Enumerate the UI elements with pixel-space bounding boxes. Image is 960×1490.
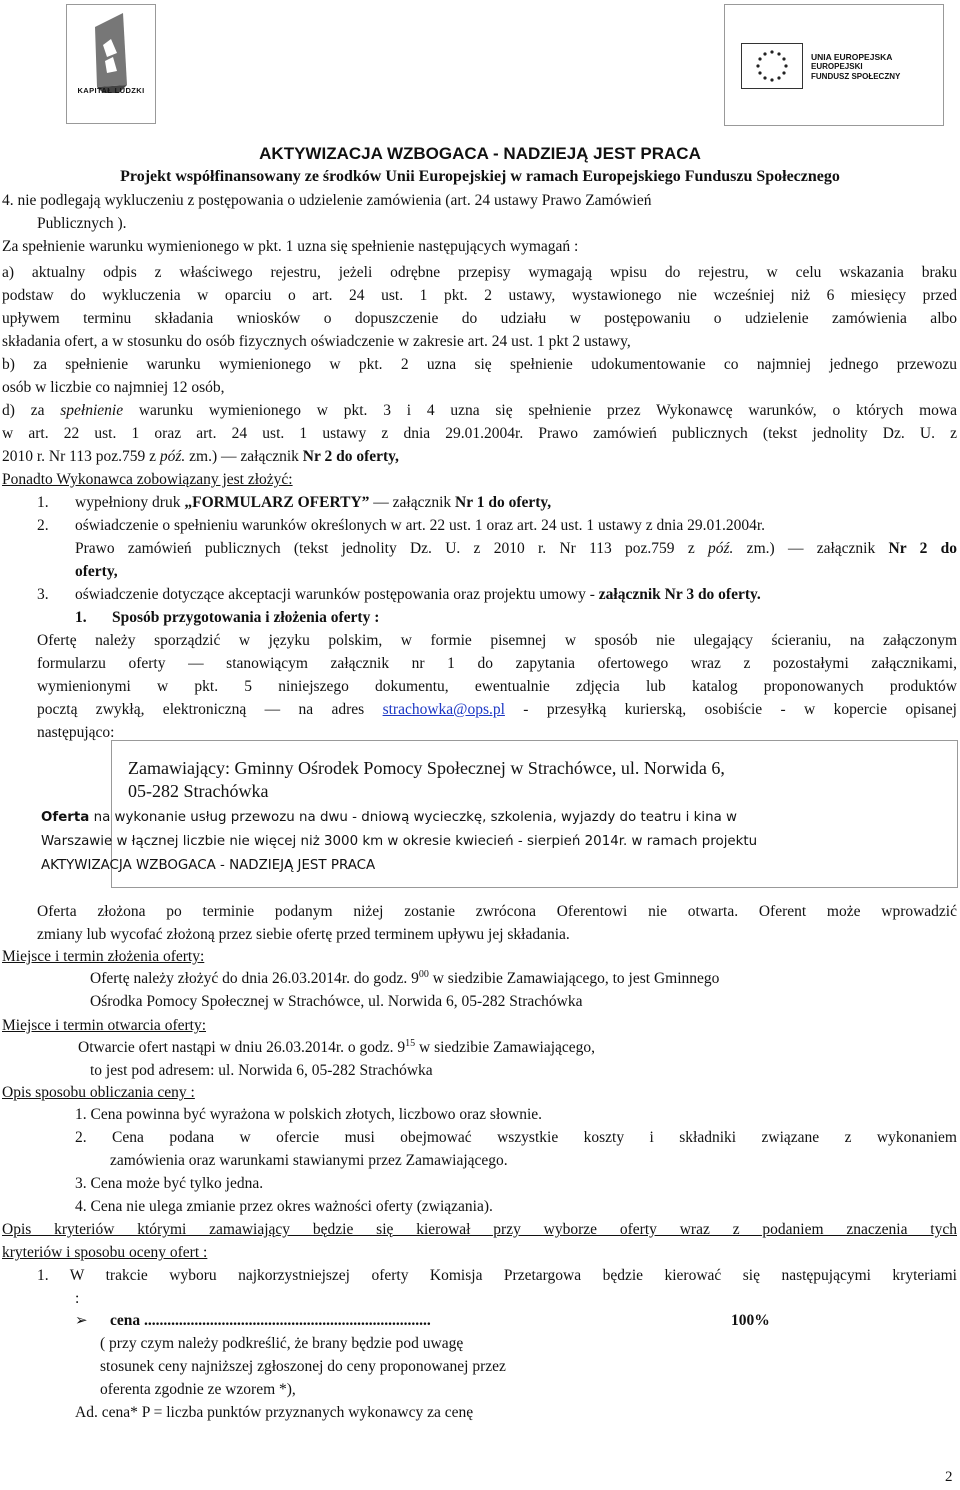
offer-line-2: formularzu oferty — stanowiącym załącznik nr 1 do zapytania ofertowego wraz z pozostałymi załącznikami, [37, 655, 957, 672]
d-line-2: w art. 22 ust. 1 oraz art. 24 ust. 1 ustawy z dnia 29.01.2004r. Prawo zamówień publicznych (tekst jednolity Dz. U. z [2, 425, 957, 442]
a-line-4: składania ofert, a w stosunku do osób fizycznych oświadczenie w zakresie art. 24 ust. 1 pkt 2 ustawy, [2, 333, 631, 350]
formula-line: Ad. cena* P = liczba punktów przyznanych wykonawcy za cenę [75, 1404, 474, 1421]
item-1-text: wypełniony druk „FORMULARZ OFERTY” — załącznik Nr 1 do oferty, [75, 494, 552, 511]
document-title: AKTYWIZACJA WZBOGACA - NADZIEJĄ JEST PRACA [259, 144, 701, 163]
cena-item-2-line-1: 2. Cena podana w ofercie musi obejmować wszystkie koszty i składniki związane z wykonaniem [75, 1129, 957, 1146]
eu-flag-icon [741, 43, 803, 89]
cena-item-2-line-2: zamówienia oraz warunkami stawianymi przez Zamawiającego. [110, 1152, 508, 1169]
miejsce-otwarcia-heading: Miejsce i termin otwarcia oferty: [2, 1017, 207, 1034]
miejsce-otwarcia-line-1: Otwarcie ofert nastąpi w dniu 26.03.2014r. o godz. $9^{15}$ w siedzibie Zamawiającego, [78, 1037, 596, 1056]
kapital-ludzki-emblem-icon [67, 5, 155, 123]
eu-text-block [811, 52, 900, 82]
item-2-line-1: oświadczenie o spełnieniu warunków określonych w art. 22 ust. 1 oraz art. 24 ust. 1 ustawy z dnia 29.01.2004r. [75, 517, 766, 534]
offer-line-4: pocztą zwykłą, elektroniczną — na adres strachowka@ops.pl - przesyłką kurierską, osobiście - w kopercie opisanej [37, 701, 957, 718]
a-line-3: upływem terminu składania wniosków o dopuszczenie do udziału w postępowaniu o udzielenie zamówienia albo [2, 310, 957, 327]
note-line-3: oferenta zgodnie ze wzorem *), [100, 1381, 296, 1398]
cena-criterion-label: cena .......................................................................... [110, 1312, 431, 1329]
eu-line-1: UNIA EUROPEJSKA [811, 52, 893, 62]
offer-line-5: następująco: [37, 724, 115, 741]
item-3-text: oświadczenie dotyczące akceptacji warunków postępowania oraz projektu umowy - załącznik Nr 3 do oferty. [75, 586, 761, 603]
miejsce-zlozenia-line-1: Ofertę należy złożyć do dnia 26.03.2014r. do godz. $9^{00}$ w siedzibie Zamawiającego, to jest Gminnego [90, 968, 720, 987]
miejsce-otwarcia-line-2: to jest pod adresem: ul. Norwida 6, 05-282 Strachówka [90, 1062, 433, 1079]
late-offer-line-2: zmiany lub wycofać złożoną przez siebie ofertę przed terminem upływu jej składania. [37, 926, 570, 943]
document-subtitle: Projekt współfinansowany ze środków Unii Europejskiej w ramach Europejskiego Funduszu Społecznego [120, 168, 840, 185]
item-3-number: 3. [37, 586, 49, 603]
arrow-bullet-icon: ➢ [75, 1311, 88, 1329]
wybor-line-1: 1. W trakcie wyboru najkorzystniejszej oferty Komisja Przetargowa będzie kierować się następującymi kryteriami [37, 1267, 957, 1284]
miejsce-zlozenia-line-2: Ośrodka Pomocy Społecznej w Strachówce, ul. Norwida 6, 05-282 Strachówka [90, 993, 583, 1010]
email-link[interactable]: strachowka@ops.pl [382, 701, 505, 718]
kapital-ludzki-logo [66, 4, 156, 124]
note-line-2: stosunek ceny najniższej zgłoszonej do ceny proponowanej przez [100, 1358, 506, 1375]
offer-line-1: Ofertę należy sporządzić w języku polskim, w formie pisemnej w sposób nie ulegający ścieraniu, na załączonym [37, 632, 957, 649]
ponadto-heading: Ponadto Wykonawca zobowiązany jest złożyć: [2, 471, 293, 488]
section-1-number: 1. [75, 609, 87, 626]
cena-criterion-percent: 100% [731, 1312, 770, 1329]
note-line-1: ( przy czym należy podkreślić, że brany będzie pod uwagę [100, 1335, 464, 1352]
item-2-line-3: oferty, [75, 563, 118, 580]
cena-item-4: 4. Cena nie ulega zmianie przez okres ważności oferty (związania). [75, 1198, 493, 1215]
za-spelnienie-line: Za spełnienie warunku wymienionego w pkt. 1 uzna się spełnienie następujących wymagań : [2, 238, 579, 255]
eu-line-3: FUNDUSZ SPOŁECZNY [811, 72, 901, 81]
kryteria-heading-line-1: Opis kryteriów którymi zamawiający będzie się kierował przy wyborze oferty wraz z podaniem znaczenia tych [2, 1221, 957, 1238]
eu-efs-logo [724, 4, 944, 126]
eu-line-2: EUROPEJSKI [811, 62, 863, 71]
box-project-line: AKTYWIZACJA WZBOGACA - NADZIEJĄ JEST PRACA [41, 858, 376, 873]
box-warszawa-line: Warszawie w łącznej liczbie nie więcej niż 3000 km w okresie kwiecień - sierpień 2014r. w ramach projektu [41, 834, 758, 849]
section-1-title: Sposób przygotowania i złożenia oferty : [112, 609, 380, 626]
box-oferta-line: Oferta na wykonanie usług przewozu na dwu - dniową wycieczkę, szkolenia, wyjazdy do teatru i kina w [41, 810, 737, 825]
kapital-ludzki-label: KAPITAŁ LUDZKI [77, 86, 145, 96]
late-offer-line-1: Oferta złożona po terminie podanym niżej zostanie zwrócona Oferentowi nie otwarta. Oferent może wprowadzić [37, 903, 957, 920]
d-line-3: 2010 r. Nr 113 poz.759 z póź. zm.) — załącznik Nr 2 do oferty, [2, 448, 399, 465]
item-2-line-2: Prawo zamówień publicznych (tekst jednolity Dz. U. z 2010 r. Nr 113 poz.759 z póź. zm.) — załącznik Nr 2 do [75, 540, 957, 557]
point-4-line-1: 4. nie podlegają wykluczeniu z postępowania o udzielenie zamówienia (art. 24 ustawy Prawo Zamówień [2, 192, 652, 209]
cena-item-1: 1. Cena powinna być wyrażona w polskich złotych, liczbowo oraz słownie. [75, 1106, 543, 1123]
kryteria-heading-line-2: kryteriów i sposobu oceny ofert : [2, 1244, 208, 1261]
miejsce-zlozenia-heading: Miejsce i termin złożenia oferty: [2, 948, 205, 965]
b-line-2: osób w liczbie co najmniej 12 osób, [2, 379, 225, 396]
page-number: 2 [945, 1469, 953, 1485]
box-zamawiajacy-line: Zamawiający: Gminny Ośrodek Pomocy Społecznej w Strachówce, ul. Norwida 6, [128, 758, 725, 778]
b-line-1: b) za spełnienie warunku wymienionego w pkt. 2 uzna się spełnienie udokumentowanie co najmniej jednego przewozu [2, 356, 957, 373]
item-2-number: 2. [37, 517, 49, 534]
box-address-line: 05-282 Strachówka [128, 781, 269, 801]
a-line-1: a) aktualny odpis z właściwego rejestru, jeżeli odrębne przepisy wymagają wpisu do rejestru, w celu wskazania braku [2, 264, 957, 281]
cena-item-3: 3. Cena może być tylko jedna. [75, 1175, 264, 1192]
d-line-1: d) za spełnienie warunku wymienionego w pkt. 3 i 4 uzna się spełnienie przez Wykonawcę warunków, o których mowa [2, 402, 957, 419]
point-4-line-2: Publicznych ). [37, 215, 127, 232]
item-1-number: 1. [37, 494, 49, 511]
a-line-2: podstaw do wykluczenia w oparciu o art. 24 ust. 1 pkt. 2 ustawy, wystawionego nie wcześniej niż 6 miesięcy przed [2, 287, 957, 304]
opis-ceny-heading: Opis sposobu obliczania ceny : [2, 1084, 195, 1101]
wybor-line-2: : [75, 1290, 80, 1307]
offer-line-3: wymienionymi w pkt. 5 niniejszego dokumentu, ewentualnie zdjęcia lub katalog proponowanych produktów [37, 678, 957, 695]
